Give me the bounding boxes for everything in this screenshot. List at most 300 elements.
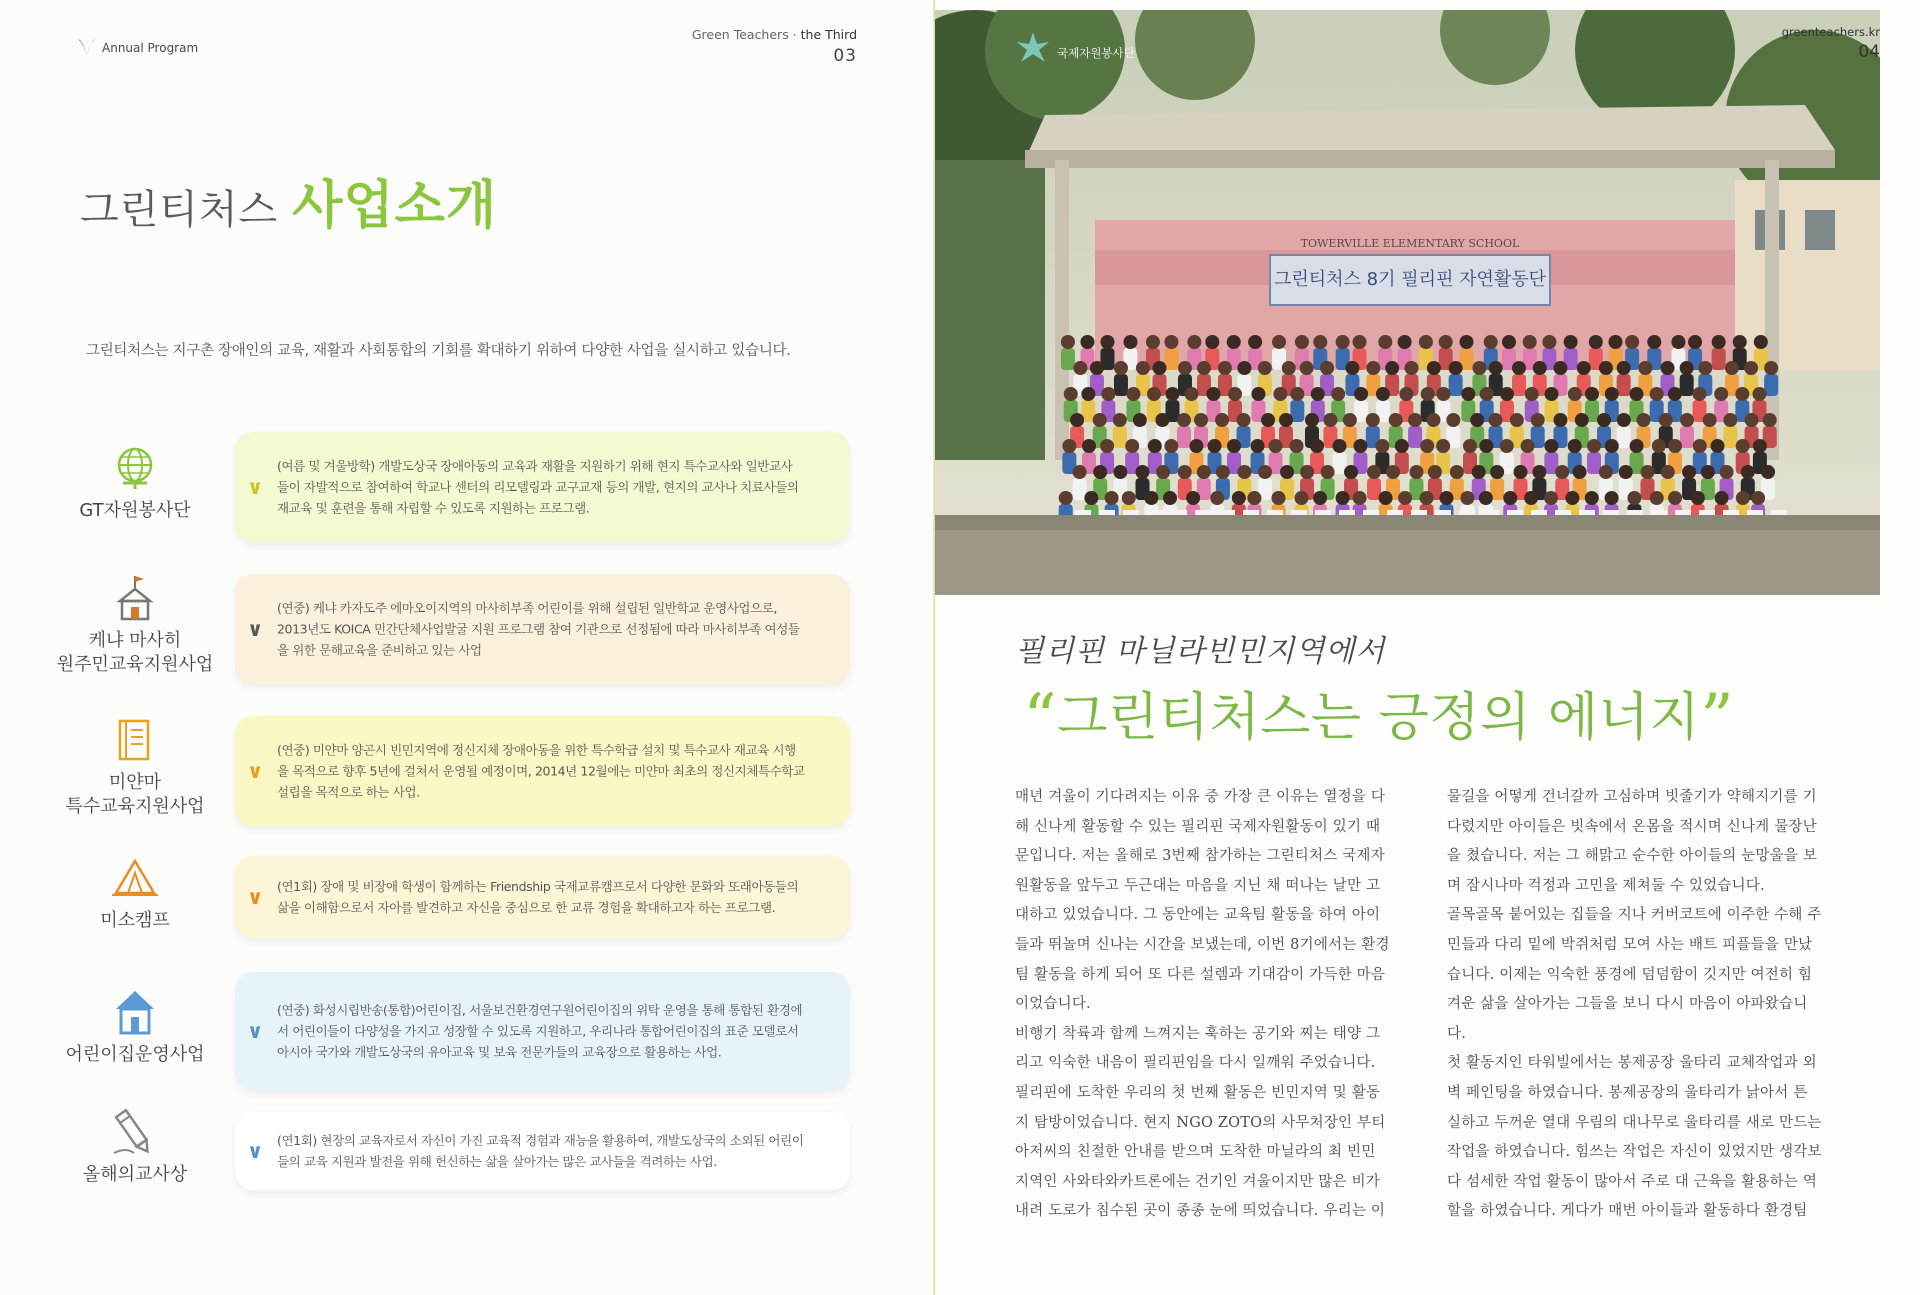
crowd-head [1331, 387, 1345, 401]
crowd-head [1352, 335, 1366, 349]
program-description-line: 아시아 국가와 개발도상국의 유아교육 및 보육 전문가들의 교육장으로 활용하는 사업. [277, 1044, 722, 1060]
crowd-head [1617, 361, 1631, 375]
left-page-header [692, 27, 857, 66]
crowd-head [1568, 439, 1582, 453]
article-line: 지 탐방이었습니다. 현지 NGO ZOTO의 사무처장인 부티 [1015, 1114, 1386, 1131]
crowd-head [1763, 413, 1777, 427]
article-line: 골목골목 붙어있는 집들을 지나 커버코트에 이주한 수해 주 [1447, 907, 1822, 924]
crowd-head [1398, 491, 1412, 505]
pencil-icon [110, 1107, 160, 1157]
crowd-head [1194, 413, 1208, 427]
crowd-head [1113, 413, 1127, 427]
crowd-head [1376, 387, 1390, 401]
crowd-head [1480, 387, 1494, 401]
crowd-head [1290, 439, 1304, 453]
program-description-line: 을 목적으로 향후 5년에 걸쳐서 운영될 예정이며, 2014년 12월에는 미얀마 최초의 정신지체특수학교 [277, 763, 805, 779]
program-description-box [235, 1112, 850, 1190]
program-label [35, 909, 235, 933]
program-description [277, 1130, 832, 1172]
banner-school-name: TOWERVILLE ELEMENTARY SCHOOL [1300, 237, 1520, 250]
org-logo-icon [1013, 28, 1053, 68]
program-description-line: (연중) 화성시립반송(통합)어린이집, 서울보건환경연구원어린이집의 위탁 운영을 통해 통합된 환경에 [277, 1002, 803, 1018]
crowd-head [1389, 413, 1403, 427]
crowd-head [1136, 465, 1150, 479]
crowd-head [1652, 439, 1666, 453]
crowd-head [1650, 387, 1664, 401]
crowd-head [1177, 413, 1191, 427]
program-description-line: 서 어린이들이 다양성을 가지고 성장할 수 있도록 지원하고, 우리나라 통합어린이집의 표준 모델로서 [277, 1023, 799, 1039]
crowd-head [1144, 491, 1158, 505]
crowd-head [1305, 413, 1319, 427]
crowd-person [1712, 348, 1726, 370]
crowd-head [1531, 413, 1545, 427]
crowd-head [1080, 335, 1094, 349]
crowd-head [1100, 335, 1114, 349]
crowd-head [1500, 387, 1514, 401]
crowd-head [1271, 491, 1285, 505]
crowd-head [1420, 491, 1434, 505]
crowd-head [1148, 439, 1162, 453]
crowd-head [1122, 491, 1136, 505]
article-subtitle: 필리핀 마닐라빈민지역에서 [1015, 634, 1386, 669]
article-line: 필리핀에 도착한 우리의 첫 번째 활동은 빈민지역 및 활동 [1015, 1084, 1381, 1101]
program-label-line: 특수교육지원사업 [65, 796, 205, 817]
crowd-head [1533, 361, 1547, 375]
program-label [35, 499, 235, 523]
crowd-person [1680, 374, 1694, 396]
article-column-1 [1015, 783, 1415, 1227]
program-label-line: 미얀마 [108, 772, 162, 793]
crowd-head [1525, 387, 1539, 401]
crowd-head [1764, 361, 1778, 375]
program-description [277, 456, 832, 519]
crowd-head [1123, 335, 1137, 349]
crowd-head [1489, 361, 1503, 375]
crowd-head [1164, 335, 1178, 349]
article-line: 아저씨의 친절한 안내를 받으며 도착한 마닐라의 최 빈민 [1015, 1144, 1376, 1161]
leaf-logo-icon [76, 36, 98, 60]
crowd-head [1207, 439, 1221, 453]
close-quote: ” [1700, 680, 1735, 757]
crowd-head [1272, 335, 1286, 349]
crowd-head [1575, 413, 1589, 427]
crowd-head [1597, 413, 1611, 427]
crowd-head [1544, 439, 1558, 453]
crowd-head [1207, 387, 1221, 401]
crowd-head [1228, 387, 1242, 401]
crowd-head [1544, 491, 1558, 505]
program-description [277, 876, 832, 918]
crowd-head [1553, 413, 1567, 427]
crowd-head [1059, 491, 1073, 505]
crowd-head [1300, 465, 1314, 479]
crowd-head [1300, 361, 1314, 375]
crowd-head [1484, 335, 1498, 349]
chevron-icon: ∨ [247, 617, 264, 641]
page-title [80, 163, 497, 238]
crowd-head [1310, 439, 1324, 453]
crowd-head [1398, 335, 1412, 349]
crowd-head [1273, 387, 1287, 401]
crowd-head [1404, 361, 1418, 375]
crowd-head [1070, 413, 1084, 427]
left-page [0, 0, 935, 1295]
program-label [35, 1043, 235, 1067]
crowd-head [1427, 361, 1441, 375]
program-label [35, 771, 235, 819]
crowd-head [1725, 361, 1739, 375]
program-label-line: 올해의교사상 [82, 1164, 188, 1185]
crowd-head [1668, 439, 1682, 453]
crowd-head [1197, 361, 1211, 375]
crowd-head [1311, 387, 1325, 401]
title-gray: 그린티처스 [80, 187, 279, 233]
crowd-head [1605, 439, 1619, 453]
crowd-head [1514, 465, 1528, 479]
crowd-head [1439, 335, 1453, 349]
article-line: 민들과 다리 밑에 박쥐처럼 모여 사는 배트 피플들을 만났 [1447, 936, 1813, 953]
crowd-head [1164, 439, 1178, 453]
group-photo-image [935, 10, 1880, 595]
crowd-head [1715, 491, 1729, 505]
crowd-head [1470, 413, 1484, 427]
crowd-head [1512, 361, 1526, 375]
program-label [35, 629, 235, 677]
crowd-person [1177, 426, 1191, 448]
crowd-head [1585, 387, 1599, 401]
article-line: 실하고 두꺼운 열대 우림의 대나무로 울타리를 새로 만드는 [1447, 1114, 1822, 1131]
crowd-head [1251, 439, 1265, 453]
crowd-head [1577, 361, 1591, 375]
crowd-head [1237, 413, 1251, 427]
crowd-head [1589, 335, 1603, 349]
crowd-head [1608, 335, 1622, 349]
crowd-person [1617, 426, 1631, 448]
article-line: 매년 겨울이 기다려지는 이유 중 가장 큰 이유는 열정을 다 [1015, 789, 1386, 805]
crowd-head [1436, 439, 1450, 453]
crowd-head [1353, 439, 1367, 453]
crowd-head [1659, 413, 1673, 427]
crowd-head [1185, 387, 1199, 401]
crowd-head [1354, 387, 1368, 401]
school-icon [110, 573, 160, 623]
crowd-head [1661, 465, 1675, 479]
crowd-person [1512, 374, 1526, 396]
crowd-head [1345, 361, 1359, 375]
crowd-head [1093, 413, 1107, 427]
crowd-head [1261, 413, 1275, 427]
program-description [277, 1000, 832, 1063]
crowd-person [1114, 374, 1128, 396]
crowd-head [1126, 387, 1140, 401]
crowd-head [1521, 439, 1535, 453]
crowd-head [1227, 335, 1241, 349]
crowd-head [1714, 387, 1728, 401]
crowd-head [1459, 335, 1473, 349]
program-row [0, 1112, 935, 1190]
crowd-head [1638, 361, 1652, 375]
program-row [0, 432, 935, 542]
crowd-head [1426, 413, 1440, 427]
crowd-head [1215, 413, 1229, 427]
article-line: 대하고 있었습니다. 그 동안에는 교육팀 활동을 하여 아이 [1015, 907, 1381, 924]
crowd-head [1073, 361, 1087, 375]
crowd-head [1290, 387, 1304, 401]
crowd-head [1061, 335, 1075, 349]
article-line: 벽 페인팅을 하였습니다. 봉제공장의 울타리가 낡아서 튼 [1447, 1084, 1808, 1101]
crowd-head [1428, 465, 1442, 479]
program-label-line: 어린이집운영사업 [65, 1044, 205, 1065]
crowd-head [1627, 491, 1641, 505]
crowd-head [1691, 491, 1705, 505]
article-headline: “그린티처스는 긍정의 에너지” [1023, 680, 1735, 757]
crowd-head [1703, 413, 1717, 427]
crowd-head [1745, 413, 1759, 427]
program-description-line: (연1회) 장애 및 비장애 학생이 함께하는 Friendship 국제교류캠프로서 다양한 문화와 또래아동들의 [277, 879, 799, 894]
crowd-head [1450, 465, 1464, 479]
intro-text: 그린티처스는 지구촌 장애인의 교육, 재활과 사회통합의 기회를 확대하기 위하여 다양한 사업을 실시하고 있습니다. [86, 343, 791, 359]
crowd-head [1379, 491, 1393, 505]
article-line: 며 잠시나마 걱정과 고민을 제쳐둘 수 있었습니다. [1447, 877, 1765, 894]
crowd-head [1720, 465, 1734, 479]
magazine-name: Green Teachers · the Third [691, 27, 857, 42]
page-number-right: 04 [1858, 42, 1880, 62]
crowd-head [1258, 465, 1272, 479]
crowd-head [1237, 465, 1251, 479]
crowd-head [1125, 439, 1139, 453]
program-description-line: (여름 및 겨울방학) 개발도상국 장애아동의 교육과 재활을 지원하기 위해 현지 특수교사와 일반교사 [277, 458, 793, 474]
program-label [35, 1163, 235, 1187]
program-description-line: 2013년도 KOICA 민간단체사업발굴 지원 프로그램 참여 기관으로 선정됨에 따라 마사히부족 여성들 [277, 621, 800, 637]
crowd-head [1741, 465, 1755, 479]
crowd-head [1156, 465, 1170, 479]
crowd-head [1313, 335, 1327, 349]
program-label-line: 원주민교육지원사업 [56, 654, 214, 675]
book-icon [110, 715, 160, 765]
article-line: 비행기 착륙과 함께 느껴지는 훅하는 공기와 찌는 태양 그 [1015, 1025, 1381, 1042]
article-line: 문입니다. 저는 올해로 3번째 참가하는 그린티처스 국제자 [1015, 848, 1385, 865]
crowd-head [1587, 439, 1601, 453]
crowd-head [1332, 439, 1346, 453]
crowd-head [1073, 465, 1087, 479]
article-line: 내려 도로가 침수된 곳이 종종 눈에 띄었습니다. 우리는 이 [1015, 1203, 1386, 1220]
crowd-head [1629, 387, 1643, 401]
site-url: greenteachers.kr [1781, 25, 1880, 39]
article-line: 리고 익숙한 내음이 필리핀임을 다시 일깨워 주었습니다. [1015, 1055, 1376, 1072]
crowd-head [1682, 465, 1696, 479]
crowd-head [1062, 439, 1076, 453]
crowd-head [1565, 491, 1579, 505]
crowd-head [1712, 335, 1726, 349]
article-line: 이었습니다. [1015, 996, 1091, 1013]
crowd-head [1573, 465, 1587, 479]
chevron-icon: ∨ [247, 759, 264, 783]
program-description-line: (연1회) 현장의 교육자로서 자신이 가진 교육적 경험과 재능을 활용하여, 개발도상국의 소외된 어린이 [277, 1133, 804, 1148]
crowd-head [1163, 491, 1177, 505]
crowd-head [1090, 361, 1104, 375]
program-description-box [235, 574, 850, 684]
crowd-head [1744, 361, 1758, 375]
crowd-head [1081, 387, 1095, 401]
crowd-person [1113, 426, 1127, 448]
chevron-icon: ∨ [247, 885, 264, 909]
crowd-head [1205, 335, 1219, 349]
crowd-head [1688, 335, 1702, 349]
crowd-person [1449, 374, 1463, 396]
chevron-icon: ∨ [247, 475, 264, 499]
crowd-head [1258, 361, 1272, 375]
crowd-head [1599, 361, 1613, 375]
crowd-head [1733, 335, 1747, 349]
tent-icon [110, 853, 160, 903]
crowd-head [1472, 465, 1486, 479]
crowd-person [1680, 426, 1694, 448]
crowd-head [1751, 491, 1765, 505]
crowd-head [1502, 335, 1516, 349]
crowd-head [1367, 465, 1381, 479]
crowd-head [1113, 465, 1127, 479]
crowd-head [1105, 491, 1119, 505]
crowd-head [1395, 439, 1409, 453]
crowd-head [1251, 387, 1265, 401]
program-description-line: 삶을 이해함으로서 자아를 발견하고 자신을 중심으로 한 교류 경험을 확대하고자 하는 프로그램. [277, 900, 776, 915]
crowd-head [1237, 361, 1251, 375]
crowd-head [1178, 465, 1192, 479]
crowd-head [1378, 335, 1392, 349]
crowd-head [1100, 439, 1114, 453]
crowd-head [1439, 491, 1453, 505]
article-line: 다. [1447, 1025, 1467, 1042]
crowd-head [1437, 387, 1451, 401]
crowd-head [1084, 491, 1098, 505]
crowd-head [1461, 387, 1475, 401]
crowd-head [1064, 387, 1078, 401]
crowd-head [1279, 413, 1293, 427]
crowd-head [1420, 439, 1434, 453]
article-line: 다렸지만 아이들은 빗속에서 온몸을 적시며 신나게 물장난 [1447, 818, 1817, 835]
article-line: 팀 활동을 하게 되어 또 다른 설렘과 기대감이 가득한 마음 [1015, 966, 1386, 983]
article-line: 해 신나게 활동할 수 있는 필리핀 국제자원활동이 있기 때 [1015, 818, 1381, 835]
crowd-head [1446, 413, 1460, 427]
program-description-line: 을 위한 문해교육을 준비하고 있는 사업 [277, 642, 482, 658]
article-line: 지역인 사와타와카트론에는 건기인 겨울이지만 많은 비가 [1015, 1173, 1381, 1190]
crowd-head [1736, 491, 1750, 505]
page-number-left: 03 [833, 46, 857, 66]
right-page [935, 0, 1920, 1295]
crowd-person [1723, 426, 1737, 448]
crowd-head [1375, 439, 1389, 453]
crowd-head [1585, 491, 1599, 505]
crowd-head [1479, 439, 1493, 453]
crowd-head [1524, 491, 1538, 505]
crowd-person [1408, 426, 1422, 448]
crowd-head [1605, 491, 1619, 505]
house-icon [110, 987, 160, 1037]
crowd-head [1344, 465, 1358, 479]
crowd-head [1668, 491, 1682, 505]
title-green: 사업소개 [292, 176, 498, 236]
program-description [277, 740, 832, 803]
program-description-box [235, 972, 850, 1090]
article-line: 첫 활동지인 타워빌에서는 봉제공장 울타리 교체작업과 외 [1447, 1055, 1817, 1072]
crowd-head [1680, 361, 1694, 375]
chevron-icon: ∨ [247, 1139, 264, 1163]
crowd-head [1619, 465, 1633, 479]
crowd-head [1187, 335, 1201, 349]
crowd-head [1605, 387, 1619, 401]
group-photo [935, 10, 1880, 595]
program-description-box [235, 432, 850, 542]
crowd-head [1500, 439, 1514, 453]
crowd-head [1155, 413, 1169, 427]
article-line: 겨운 삶을 살아가는 그들을 보니 다시 마음이 아파왔습니 [1447, 996, 1808, 1013]
crowd-head [1752, 387, 1766, 401]
crowd-head [1366, 413, 1380, 427]
crowd-head [1753, 439, 1767, 453]
program-description-box [235, 716, 850, 826]
crowd-head [1564, 335, 1578, 349]
crowd-head [1754, 335, 1768, 349]
crowd-head [1399, 387, 1413, 401]
crowd-head [1313, 491, 1327, 505]
crowd-head [1460, 491, 1474, 505]
crowd-head [1693, 439, 1707, 453]
article-line: 물길을 어떻게 건너갈까 고심하며 빗줄기가 약해지기를 기 [1447, 789, 1817, 805]
crowd-person [1164, 348, 1178, 370]
org-logo-text: 국제자원봉사단 [1057, 46, 1135, 60]
crowd-head [1323, 413, 1337, 427]
crowd-head [1419, 335, 1433, 349]
crowd-head [1693, 387, 1707, 401]
crowd-head [1671, 335, 1685, 349]
program-label: Annual Program [102, 41, 199, 55]
crowd-head [1463, 439, 1477, 453]
crowd-head [1386, 465, 1400, 479]
crowd-head [1630, 439, 1644, 453]
program-row [0, 856, 935, 938]
globe-icon [110, 443, 160, 493]
crowd-head [1698, 361, 1712, 375]
crowd-head [1295, 335, 1309, 349]
crowd-head [1320, 361, 1334, 375]
crowd-head [1152, 361, 1166, 375]
program-description-line: 들의 교육 지원과 발전을 위해 헌신하는 삶을 살아가는 많은 교사들을 격려하는 사업. [277, 1154, 717, 1169]
crowd-person [1061, 348, 1075, 370]
program-label-line: 케냐 마사히 [88, 630, 182, 651]
crowd-head [1542, 335, 1556, 349]
crowd-person [1617, 374, 1631, 396]
crowd-head [1545, 387, 1559, 401]
program-description-line: 들이 자발적으로 참여하여 학교나 센터의 리모델링과 교구교재 등의 개발, 현지의 교사나 치료사들의 [277, 479, 799, 495]
crowd-head [1336, 335, 1350, 349]
article-line: 작업을 하였습니다. 힘쓰는 작업은 자신이 있었지만 생각보 [1447, 1144, 1822, 1161]
program-description-box [235, 856, 850, 938]
crowd-head [1178, 361, 1192, 375]
crowd-head [1147, 387, 1161, 401]
crowd-head [1366, 361, 1380, 375]
crowd-head [1503, 491, 1517, 505]
crowd-head [1343, 413, 1357, 427]
program-description-line: (연중) 미얀마 양곤시 빈민지역에 정신지체 장애아동을 위한 특수학급 설치 및 특수교사 재교육 시행 [277, 742, 796, 758]
crowd-head [1269, 439, 1283, 453]
crowd-head [1321, 465, 1335, 479]
program-row [0, 716, 935, 826]
article-line: 을 쳤습니다. 저는 그 해맑고 순수한 아이들의 눈망울을 보 [1447, 848, 1818, 865]
crowd-head [1186, 491, 1200, 505]
crowd-head [1617, 413, 1631, 427]
crowd-head [1227, 439, 1241, 453]
open-quote: “ [1023, 680, 1058, 757]
